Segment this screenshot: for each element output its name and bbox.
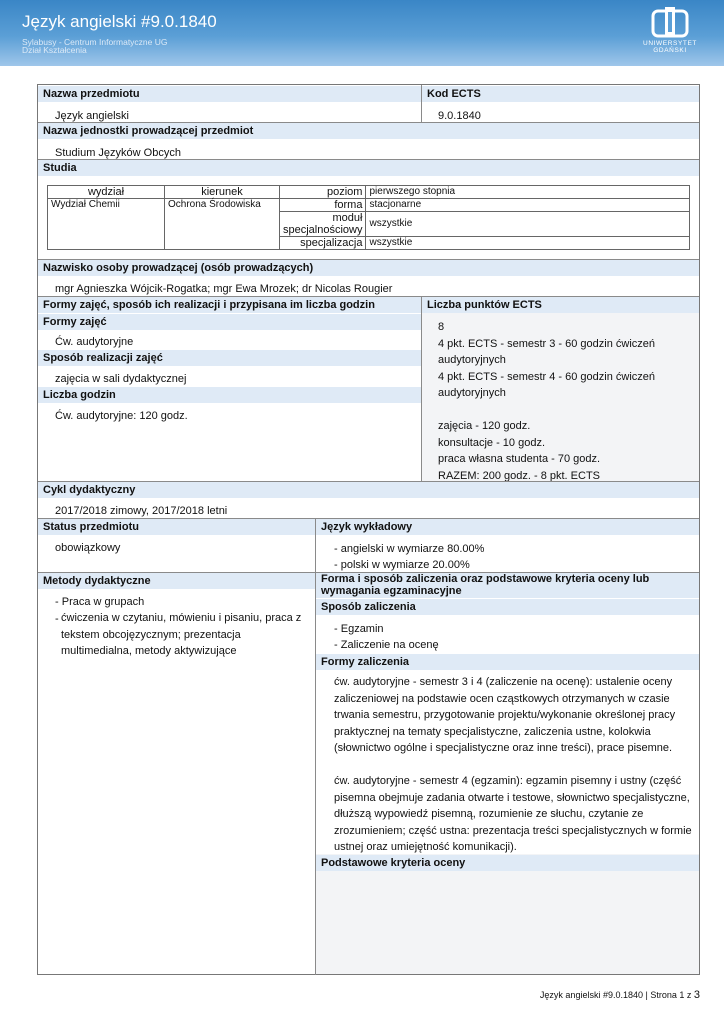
formy-line: zaliczeniowej na podstawie ocen cząstkowych otrzymanych w czasie: [334, 692, 670, 705]
divider: [421, 85, 422, 122]
sposob-item: - Egzamin: [334, 623, 384, 635]
document-title: Język angielski #9.0.1840: [22, 12, 217, 31]
ects-line: audytoryjnych: [438, 354, 506, 366]
sposob-item-text: Egzamin: [340, 623, 384, 635]
footer-text: Język angielski #9.0.1840 | Strona 1 z: [539, 990, 692, 1000]
ects-line: 4 pkt. ECTS - semestr 4 - 60 godzin ćwiczeń: [438, 370, 656, 383]
language-item-text: angielski w wymiarze 80.00%: [340, 543, 485, 555]
studia-label: Studia: [38, 160, 699, 176]
forms-label: Formy zajęć, sposób ich realizacji i przypisana im liczba godzin: [38, 297, 421, 313]
formy-line: ustnej oraz umiejętność komunikacji).: [334, 841, 517, 853]
status-label: Status przedmiotu: [38, 519, 315, 535]
wydzial-value: Wydział Chemii: [48, 199, 165, 250]
header-subtitle-1: Sylabusy - Centrum Informatyczne UG: [22, 37, 168, 47]
formy-line: trwania semestru, przygotowanie projektu/wykonanie określonej pracy: [334, 709, 676, 721]
col-wydzial: wydział: [48, 186, 165, 199]
divider: [38, 572, 699, 573]
language-item: - angielski w wymiarze 80.00%: [334, 543, 485, 555]
sposob-zaliczenia-label: Sposób zaliczenia: [316, 599, 699, 615]
university-emblem-icon: [651, 6, 689, 38]
footer-page-total: 3: [693, 989, 700, 1001]
formy-zajec-value: Ćw. audytoryjne: [55, 336, 134, 348]
liczba-godzin-label: Liczba godzin: [38, 387, 421, 403]
method-item: - Praca w grupach: [55, 596, 145, 608]
language-item: - polski w wymiarze 20.00%: [334, 559, 470, 571]
method-line: multimedialna, metody aktywizujące: [61, 645, 237, 657]
method-item-text: Praca w grupach: [61, 596, 145, 608]
sposob-realizacji-value: zajęcia w sali dydaktycznej: [55, 373, 187, 385]
formy-line: ćw. audytoryjne - semestr 4 (egzamin): egzamin pisemny i ustny (część: [334, 775, 682, 787]
logo-text: UNIWERSYTET GDAŃSKI: [643, 40, 697, 54]
formy-line: zrozumieniem; część ustna: prezentacja treści specjalistycznych w formie: [334, 824, 692, 837]
formy-line: (słownictwo ogólne i specjalistyczne oraz inne treści), prace pisemne.: [334, 742, 673, 754]
divider: [421, 296, 422, 481]
method-item-2: [61, 610, 311, 660]
ects-line: zajęcia - 120 godz.: [438, 420, 531, 432]
ects-line: audytoryjnych: [438, 387, 506, 399]
formy-line: pisemna obejmuje zadania otwarte i testowe, słownictwo specjalistyczne,: [334, 791, 690, 804]
method-line: ćwiczenia w czytaniu, mówieniu i pisaniu, praca z: [61, 612, 302, 624]
formy-zaliczenia-para-1: [334, 674, 696, 757]
formy-zaliczenia-label: Formy zaliczenia: [316, 654, 699, 670]
ects-line: 8: [438, 321, 445, 333]
assessment-label: Forma i sposób zaliczenia oraz podstawowe kryteria oceny lub wymagania egzaminacyjne: [316, 573, 699, 598]
specjalizacja-label: specjalizacja: [280, 237, 366, 250]
header-subtitle-2: Dział Kształcenia: [22, 45, 87, 55]
forma-value: stacjonarne: [366, 199, 690, 212]
formy-zaliczenia-para-2: [334, 773, 696, 856]
kierunek-value: Ochrona Środowiska: [165, 199, 280, 250]
language-label: Język wykładowy: [316, 519, 699, 535]
modul-label: moduł specjalnościowy: [280, 212, 366, 237]
methods-label: Metody dydaktyczne: [38, 573, 315, 589]
divider: [38, 296, 699, 297]
assessment-bg: [316, 854, 699, 974]
formy-line: dłuższą wypowiedź pisemną, rozumienie ze słuchu, czytanie ze: [334, 808, 644, 820]
liczba-godzin-value: Ćw. audytoryjne: 120 godz.: [55, 410, 188, 422]
ects-points-label: Liczba punktów ECTS: [422, 297, 699, 313]
sposob-item: - Zaliczenie na ocenę: [334, 639, 439, 651]
course-name-label: Nazwa przedmiotu: [38, 86, 421, 102]
language-item-text: polski w wymiarze 20.00%: [340, 559, 470, 571]
modul-value: wszystkie: [366, 212, 690, 237]
lecturers-value: mgr Agnieszka Wójcik-Rogatka; mgr Ewa Mrozek; dr Nicolas Rougier: [55, 283, 393, 295]
divider: [38, 122, 699, 123]
col-kierunek: kierunek: [165, 186, 280, 199]
formy-zajec-label: Formy zajęć: [38, 314, 421, 330]
ects-code-value: 9.0.1840: [438, 110, 481, 122]
cycle-label: Cykl dydaktyczny: [38, 482, 699, 498]
divider: [315, 518, 316, 975]
sposob-realizacji-label: Sposób realizacji zajęć: [38, 350, 421, 366]
studia-table: [47, 185, 690, 250]
lecturers-label: Nazwisko osoby prowadzącej (osób prowadzących): [38, 260, 699, 276]
divider: [38, 481, 699, 482]
ects-code-label: Kod ECTS: [422, 86, 699, 102]
ects-line: RAZEM: 200 godz. - 8 pkt. ECTS: [438, 469, 601, 482]
unit-label: Nazwa jednostki prowadzącej przedmiot: [38, 123, 699, 139]
divider: [38, 259, 699, 260]
poziom-value: pierwszego stopnia: [366, 186, 690, 199]
specjalizacja-value: wszystkie: [366, 237, 690, 250]
divider: [38, 159, 699, 160]
ects-line: [438, 402, 693, 419]
page-footer: [540, 989, 700, 1001]
unit-value: Studium Języków Obcych: [55, 147, 181, 159]
formy-line: ćw. audytoryjne - semestr 3 i 4 (zaliczenie na ocenę): ustalenie oceny: [334, 676, 673, 688]
method-line: tekstem obcojęzycznym; prezentacja: [61, 628, 241, 641]
method-item: -: [55, 613, 59, 625]
divider: [38, 518, 699, 519]
cycle-value: 2017/2018 zimowy, 2017/2018 letni: [55, 505, 228, 517]
status-value: obowiązkowy: [55, 542, 121, 554]
university-logo: [628, 6, 712, 54]
ects-line: praca własna studenta - 70 godz.: [438, 453, 601, 465]
kryteria-label: Podstawowe kryteria oceny: [316, 855, 699, 871]
page-header: [0, 0, 724, 66]
ects-line: 4 pkt. ECTS - semestr 3 - 60 godzin ćwiczeń: [438, 337, 656, 350]
course-name-value: Język angielski: [55, 110, 129, 122]
ects-line: konsultacje - 10 godz.: [438, 436, 546, 449]
poziom-label: poziom: [280, 186, 366, 199]
ects-details: [438, 319, 693, 484]
sposob-item-text: Zaliczenie na ocenę: [340, 639, 439, 651]
forma-label: forma: [280, 199, 366, 212]
formy-line: praktycznej na tematy specjalistyczne, zaliczenia ustne, kolokwia: [334, 725, 651, 738]
